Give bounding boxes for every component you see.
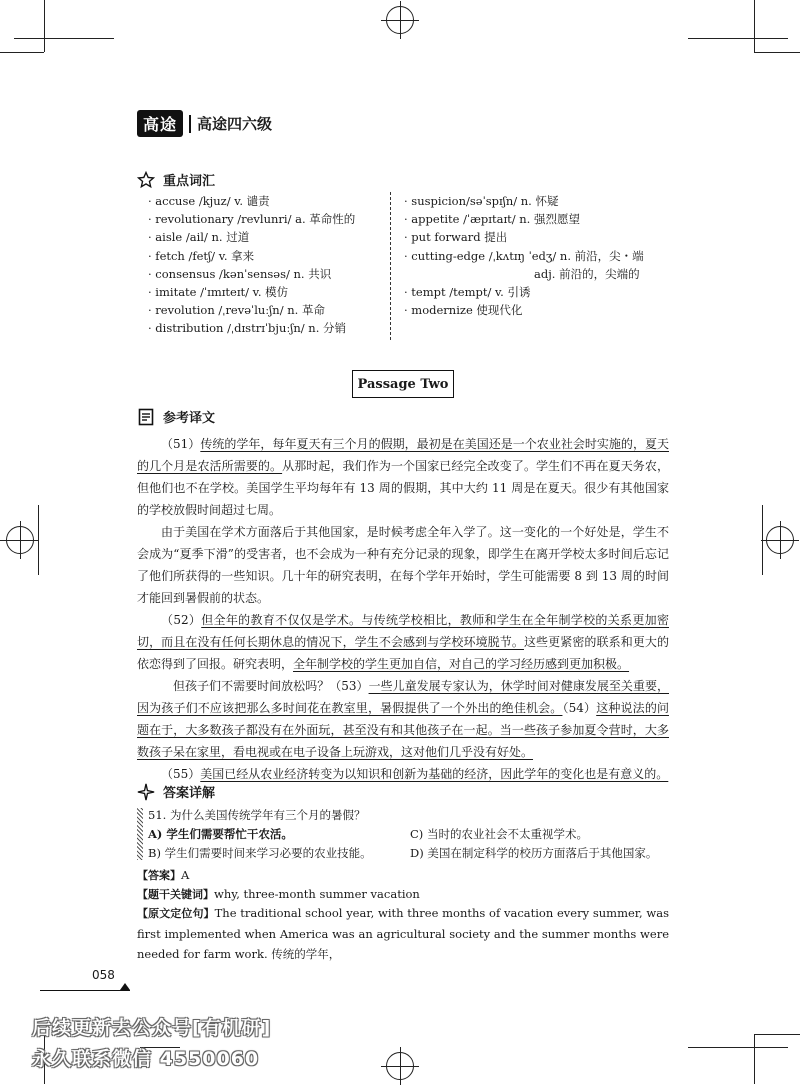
- crop-mark: [754, 0, 755, 52]
- marker-52: （52）: [161, 613, 202, 627]
- underlined-sentence: 全年制学校的学生更加自信，对自己的学习经历感到更加积极。: [293, 657, 630, 671]
- crop-mark: [0, 52, 44, 53]
- registration-mark: [386, 1052, 414, 1080]
- paragraph-51: [137, 433, 669, 521]
- vocab-item: · accuse /kjuz/ v. 谴责: [148, 194, 270, 208]
- page-triangle-icon: [120, 983, 130, 990]
- source-label: 【原文定位句】: [137, 907, 215, 920]
- crop-mark: [754, 52, 800, 53]
- answer-label: 【答案】: [137, 869, 181, 882]
- vocab-item: · appetite /ˈæpɪtaɪt/ n. 强烈愿望: [404, 212, 580, 227]
- page-number-rule: [40, 990, 130, 991]
- translation-heading: [137, 407, 215, 426]
- crop-mark: [14, 38, 114, 39]
- marker-51: （51）: [161, 437, 201, 451]
- sparkle-icon: [137, 783, 155, 801]
- question-text: 51. 为什么美国传统学年有三个月的暑假？: [148, 808, 366, 822]
- crop-mark: [688, 38, 788, 39]
- paragraph-text: 从那时起，我们作为一个国家已经完全改变了。学生们不再在夏天务农，但他们也不在学校。美国学生平均每年有 13 周的假期，其中大约 11 周是在夏天。很少有其他国家的学校放假时间超过七周。: [137, 459, 669, 517]
- paragraph-text: 但孩子们不需要时间放松吗？（53）: [173, 679, 369, 693]
- paragraph-52: [137, 609, 669, 675]
- vocab-list-right: [404, 192, 644, 319]
- option-b: B) 学生们需要时间来学习必要的农业技能。: [148, 846, 372, 860]
- underlined-sentence: 但全年的教育不仅仅是学术。与传统学校相比，教师和学生在全年制学校的关系更加密切，而且在没有任何长期休息的情况下，学生不会感到与学校环境脱节。: [137, 613, 669, 649]
- marker-54: （54）: [562, 701, 597, 715]
- keywords-label: 【题干关键词】: [137, 888, 214, 901]
- star-icon: [137, 171, 155, 189]
- document-icon: [137, 408, 155, 426]
- watermark-line-2: 永久联系微信 4550060: [32, 1048, 260, 1070]
- watermark-line-1: 后续更新去公众号[有机研]: [32, 1017, 272, 1039]
- vocab-item: · revolutionary /revlunri/ a. 革命性的: [148, 212, 356, 227]
- vocab-item: adj. 前沿的，尖端的: [534, 266, 640, 281]
- underlined-sentence: 美国已经从农业经济转变为以知识和创新为基础的经济，因此学年的变化也是有意义的。: [200, 767, 669, 781]
- vocab-item: · put forward 提出: [404, 230, 508, 245]
- registration-mark: [6, 526, 34, 554]
- underlined-sentence: 一些儿童发展专家认为，休学时间对健康发展至关重要，因为孩子们不应该把那么多时间花在教室里，暑假提供了一个外出的绝佳机会。: [137, 679, 669, 715]
- keywords-value: why, three-month summer vacation: [214, 887, 420, 901]
- passage-label: Passage Two: [352, 370, 454, 398]
- crop-mark: [688, 1047, 788, 1048]
- vocab-item: · tempt /tempt/ v. 引诱: [404, 285, 531, 300]
- vocab-list-left: [148, 192, 355, 338]
- source-line: [137, 903, 669, 964]
- vocab-item: · consensus /kənˈsensəs/ n. 共识: [148, 266, 332, 281]
- answers-title: 答案详解: [163, 786, 216, 801]
- brand-name: 高途四六级: [197, 115, 273, 133]
- vocab-item: · modernize 使现代化: [404, 303, 523, 318]
- vocab-item: · distribution /ˌdɪstrɪˈbjuːʃn/ n. 分销: [148, 321, 347, 336]
- vocab-item: · revolution /ˌrevəˈluːʃn/ n. 革命: [148, 303, 325, 318]
- translation-title: 参考译文: [163, 411, 216, 426]
- vocab-item: · aisle /ail/ n. 过道: [148, 230, 250, 245]
- source-text: The traditional school year, with three months of vacation every summer, was first implemented when America was an agricultural society and the summer months were needed for farm work. 传统的学年，: [137, 906, 670, 961]
- vocab-heading: [137, 170, 215, 189]
- paragraph-text: 研究表明，: [233, 657, 294, 671]
- translation-body: [137, 433, 669, 785]
- keywords-line: [137, 884, 420, 905]
- underlined-sentence: 传统的学年，每年夏天有三个月的假期，最初是在美国还是一个农业社会时实施的，夏天的几个月是农活所需要的。: [137, 437, 669, 473]
- vocab-item: · cutting-edge /ˌkʌtɪŋ ˈedʒ/ n. 前沿，尖・端: [404, 248, 644, 263]
- marker-55: （55）: [161, 767, 201, 781]
- vocab-title: 重点词汇: [163, 174, 216, 189]
- paragraph-53-54: [137, 675, 669, 763]
- answer-value: A: [181, 868, 190, 882]
- crop-mark: [754, 1034, 755, 1084]
- option-a: [148, 825, 293, 844]
- paragraph-55: [137, 763, 669, 785]
- registration-mark: [386, 6, 414, 34]
- answer-line: [137, 865, 189, 886]
- vocab-item: · imitate /ˈɪmɪteɪt/ v. 模仿: [148, 285, 289, 300]
- option-c: C) 当时的农业社会不太重视学术。: [410, 827, 588, 841]
- crop-mark: [44, 0, 45, 52]
- option-a-text: A) 学生们需要帮忙干农活。: [148, 827, 293, 841]
- paragraph-text: 这些更紧密的联系和更大的依恋得到了回报。: [137, 635, 669, 671]
- underlined-sentence: 这种说法的问题在于，大多数孩子都没有在外面玩，甚至没有和其他孩子在一起。当一些孩子参加夏令营时，大多数孩子呆在家里，看电视或在电子设备上玩游戏，这对他们几乎没有好处。: [137, 701, 669, 759]
- answers-heading: [137, 782, 215, 801]
- vocab-divider: [390, 192, 391, 340]
- registration-mark: [766, 526, 794, 554]
- option-d: D) 美国在制定科学的校历方面落后于其他国家。: [410, 846, 658, 860]
- vocab-item: · suspicion/səˈspɪʃn/ n. 怀疑: [404, 194, 559, 208]
- crop-mark: [754, 1034, 800, 1035]
- vocab-item: · fetch /fetʃ/ v. 拿来: [148, 248, 255, 263]
- brand-logo: 高途: [137, 110, 183, 137]
- header-divider: [189, 115, 191, 133]
- page-header: [137, 110, 272, 137]
- page-number: 058: [92, 968, 115, 982]
- paragraph-2: 由于美国在学术方面落后于其他国家，是时候考虑全年入学了。这一变化的一个好处是，学生不会成为“夏季下滑”的受害者，也不会成为一种有充分记录的现象，即学生在离开学校太多时间后忘记了他们所获得的一些知识。几十年的研究表明，在每个学年开始时，学生可能需要 8 到 13 周的时间才能回到暑假前的状态。: [137, 525, 669, 605]
- question-marker-bar: [137, 808, 143, 860]
